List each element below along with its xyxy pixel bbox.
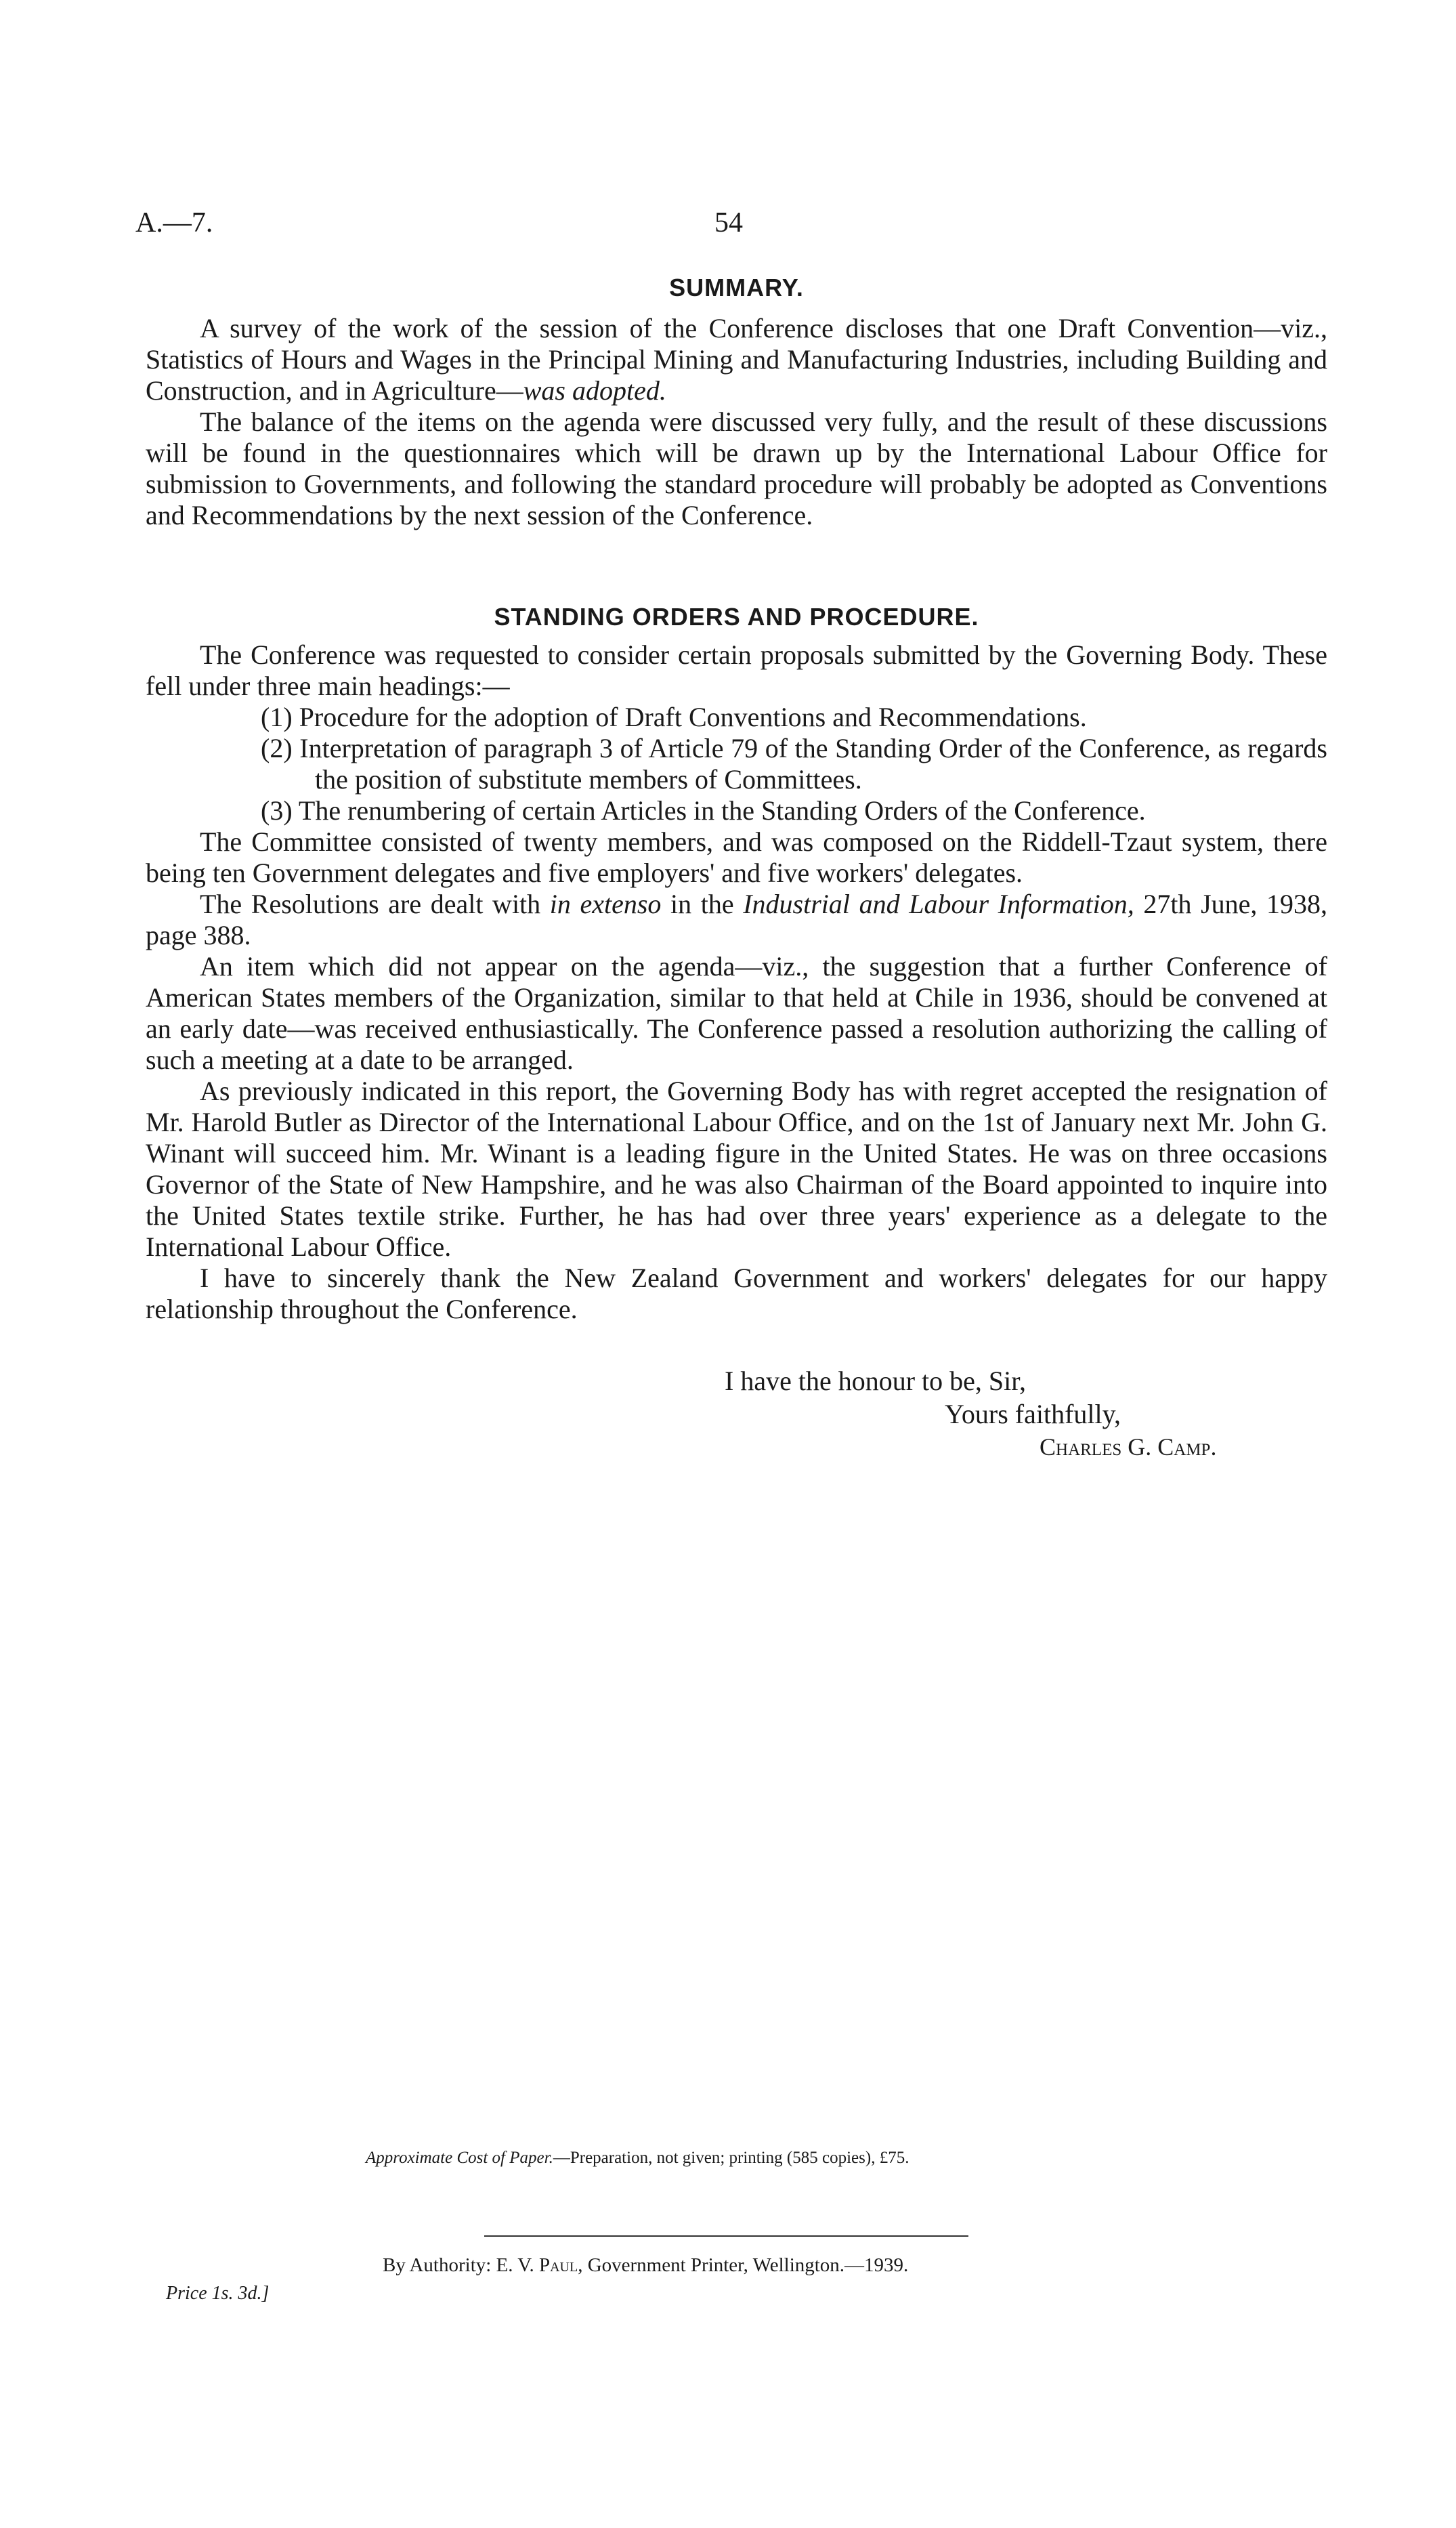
- agenda-item-paragraph: An item which did not appear on the agenda—viz., the suggestion that a further Conference of American States members of the Organization, similar to that held at Chile in 1936, should be convened at an early date—was received enthusiastically. The Conference passed a resolution authorizing the calling of such a meeting at a date to be arranged.: [146, 951, 1327, 1075]
- page-number: 54: [714, 207, 743, 238]
- list-item: (2) Interpretation of paragraph 3 of Article 79 of the Standing Order of the Conference, as regards the position of substitute members of Committees.: [261, 733, 1327, 795]
- closing-line: I have the honour to be, Sir,: [725, 1366, 1026, 1396]
- headings-list: [146, 702, 1327, 826]
- committee-paragraph: The Committee consisted of twenty members, and was composed on the Riddell-Tzaut system, there being ten Government delegates and five employers' and five workers' delegates.: [146, 826, 1327, 888]
- footer-divider: [484, 2235, 968, 2237]
- document-reference: A.—7.: [135, 207, 213, 238]
- signatory-name: Charles G. Camp.: [1040, 1433, 1217, 1460]
- list-item: (3) The renumbering of certain Articles in the Standing Orders of the Conference.: [261, 795, 1146, 826]
- cost-of-paper-note: Approximate Cost of Paper.—Preparation, not given; printing (585 copies), £75.: [366, 2149, 909, 2167]
- summary-paragraph-1: A survey of the work of the session of the Conference discloses that one Draft Convention—viz., Statistics of Hours and Wages in the Principal Mining and Manufacturing Industries, including Building and Construction, and in Agriculture—was adopted.: [146, 313, 1327, 406]
- valediction: Yours faithfully,: [945, 1399, 1121, 1429]
- director-paragraph: As previously indicated in this report, the Governing Body has with regret accepted the resignation of Mr. Harold Butler as Director of the International Labour Office, and on the 1st of January next Mr. John G. Winant will succeed him. Mr. Winant is a leading figure in the United States. He was on three occasions Governor of the State of New Hampshire, and he was also Chairman of the Board appointed to inquire into the United States textile strike. Further, he has had over three years' experience as a delegate to the International Labour Office.: [146, 1076, 1327, 1262]
- summary-heading: SUMMARY.: [669, 274, 804, 301]
- summary-paragraph-2: The balance of the items on the agenda were discussed very fully, and the result of these discussions will be found in the questionnaires which will be drawn up by the International Labour Office for submission to Governments, and following the standard procedure will probably be adopted as Conventions and Recommendations by the next session of the Conference.: [146, 406, 1327, 530]
- standing-orders-heading: STANDING ORDERS AND PROCEDURE.: [494, 603, 979, 631]
- price-note: Price 1s. 3d.]: [166, 2283, 270, 2304]
- thanks-paragraph: I have to sincerely thank the New Zealand Government and workers' delegates for our happy relationship throughout the Conference.: [146, 1263, 1327, 1324]
- list-item: (1) Procedure for the adoption of Draft Conventions and Recommendations.: [261, 702, 1087, 732]
- standing-orders-section: [146, 639, 1327, 1325]
- summary-section: [146, 313, 1327, 531]
- resolutions-paragraph: The Resolutions are dealt with in extenso in the Industrial and Labour Information, 27th June, 1938, page 388.: [146, 889, 1328, 950]
- authority-imprint: By Authority: E. V. Paul, Government Printer, Wellington.—1939.: [383, 2254, 909, 2276]
- standing-intro-paragraph: The Conference was requested to consider certain proposals submitted by the Governing Body. These fell under three main headings:—: [146, 639, 1327, 701]
